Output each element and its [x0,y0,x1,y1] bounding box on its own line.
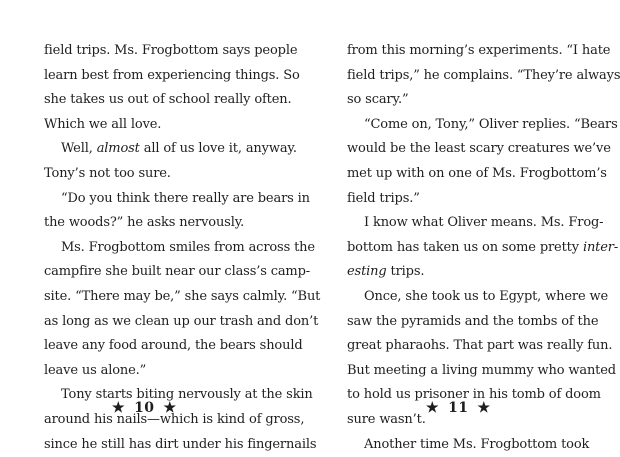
text-line: sure wasn’t. [347,408,557,433]
text-line: site. “There may be,” she says calmly. “But [44,285,253,310]
right-page-folio [426,400,491,416]
text-line: Once, she took us to Egypt, where we [347,285,557,310]
page-number: 10 [134,400,154,416]
text-line: around his nails—which is kind of gross, [44,408,253,433]
text-line: esting trips. [347,260,557,285]
text-line: since he still has dirt under his fingernails [44,433,253,457]
text-line: “Do you think there really are bears in [44,187,253,212]
text-line: so scary.” [347,88,557,113]
text-line: field trips.” [347,187,557,212]
text-line: leave us alone.” [44,359,253,384]
right-page-text [347,39,557,457]
page-number: 11 [448,400,468,416]
text-line: “Come on, Tony,” Oliver replies. “Bears [347,113,557,138]
left-page [0,0,300,450]
star-icon: ★ [164,401,177,415]
text-line: would be the least scary creatures we’ve [347,137,557,162]
text-line: Tony’s not too sure. [44,162,253,187]
text-line: to hold us prisoner in his tomb of doom [347,383,557,408]
text-line: great pharaohs. That part was really fun. [347,334,557,359]
star-icon: ★ [112,401,125,415]
text-line: Well, almost all of us love it, anyway. [44,137,253,162]
text-line: as long as we clean up our trash and don’t [44,310,253,335]
text-line: bottom has taken us on some pretty inter- [347,236,557,261]
text-line: she takes us out of school really often. [44,88,253,113]
text-line: Tony starts biting nervously at the skin [44,383,253,408]
star-icon: ★ [478,401,491,415]
text-line: Which we all love. [44,113,253,138]
text-line: field trips. Ms. Frogbottom says people [44,39,253,64]
text-line: from this morning’s experiments. “I hate [347,39,557,64]
text-line: saw the pyramids and the tombs of the [347,310,557,335]
text-line: the woods?” he asks nervously. [44,211,253,236]
text-line: met up with on one of Ms. Frogbottom’s [347,162,557,187]
text-line: Another time Ms. Frogbottom took [347,433,557,457]
text-line: But meeting a living mummy who wanted [347,359,557,384]
text-line: I know what Oliver means. Ms. Frog- [347,211,557,236]
star-icon: ★ [426,401,439,415]
text-line: learn best from experiencing things. So [44,64,253,89]
text-line: field trips,” he complains. “They’re always [347,64,557,89]
text-line: campfire she built near our class’s camp- [44,260,253,285]
left-page-folio [112,400,177,416]
text-line: leave any food around, the bears should [44,334,253,359]
left-page-text [44,39,253,457]
text-line: Ms. Frogbottom smiles from across the [44,236,253,261]
right-page [300,0,600,450]
